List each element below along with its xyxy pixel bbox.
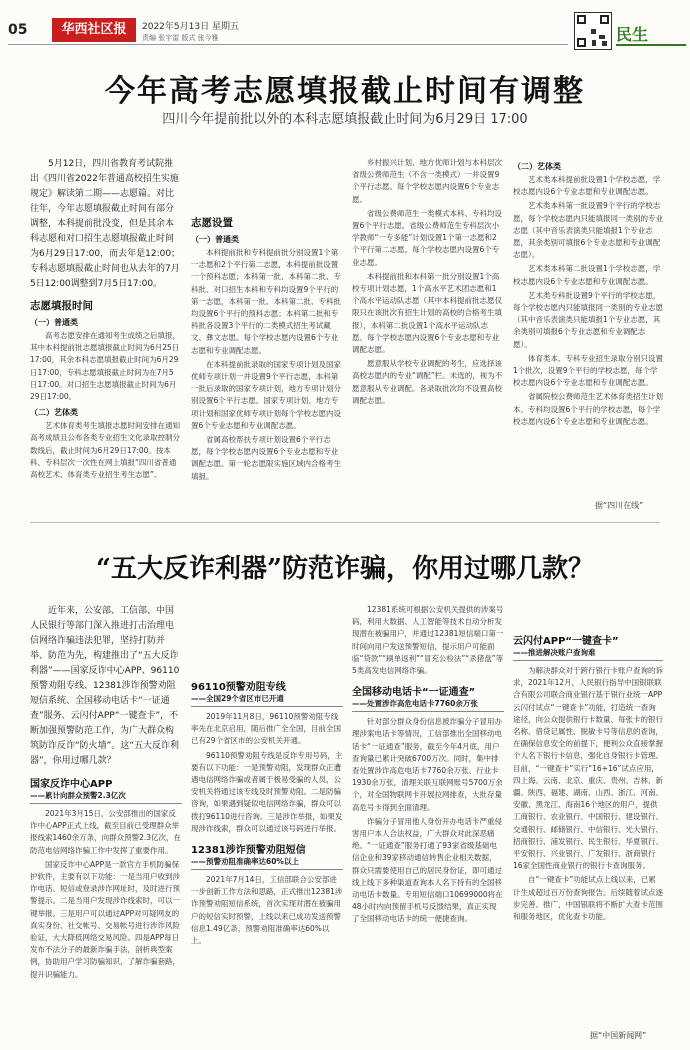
section-label: 民生 xyxy=(616,25,649,44)
article1-col4 xyxy=(513,157,663,497)
subheading-art: （二）艺体类 xyxy=(30,408,78,418)
subheading-ysf: ——推进解决账户查询难 xyxy=(513,647,663,661)
article1-col2 xyxy=(191,157,342,497)
paragraph: 针对部分群众身份信息被诈骗分子冒用办理涉案电话卡等情况，工信部推出全国移动电话卡“一证通查”服务，截至今年4月底，用户查询量已累计突破6700万次。同时，集中排查处置涉诈高危电话卡7760余万张、行业卡1930余万张，清理关联互联网账号5700万余个，对全国物联网卡开展拉网排查，大批存量高危号卡得到全面清理。 xyxy=(352,717,503,812)
editor-credit: 责编 张宇雷 版式 张今雅 xyxy=(142,34,219,42)
paragraph: 诈骗分子冒用他人身份开办电话卡严重侵害用户本人合法权益，广大群众对此深恶痛绝。“一证通查”服务打通了93家省级基础电信企业和39家移动通信转售企业相关数据，群众只需要使用自己的居民身份证，即可通过线上线下多种渠道查询本人名下持有的全国移动电话卡数量。专用短信端口10699000将在48小时内向预留手机号反馈结果，真正实现了全国移动电话卡的统一便捷查询。 xyxy=(352,816,503,924)
article2-col4 xyxy=(513,604,663,1024)
paragraph: 本科提前批和本科第一批分别设置1个高校专项计划志愿，1个高水平艺术团志愿和1个高水平运动队志愿（其中本科提前批志愿仅限只在该批次有招生计划的高校的合格考生填报），本科第二批设置1个高水平运动队志愿。每个学校志愿内设置6个专业志愿和专业调配志愿。 xyxy=(352,271,502,355)
paragraph: 艺术类本科第一批设置9个平行的学校志愿，每个学校志愿内只能填报同一类别的专业志愿（其中音乐表演类只能填报1个专业志愿，其余类别可填报6个专业志愿和专业调配志愿）。 xyxy=(513,201,663,260)
header-rule xyxy=(8,44,568,45)
page-header xyxy=(0,0,690,58)
heading-app: 国家反诈中心APP xyxy=(30,779,113,790)
article2-title: “五大反诈利器”防范诈骗，你用过哪几款？ xyxy=(96,554,594,584)
subheading-general2: （一）普通类 xyxy=(191,235,239,244)
heading-96110: 96110预警劝阻专线 xyxy=(191,682,286,693)
issue-date: 2022年5月13日 星期五 xyxy=(142,22,239,32)
subheading-96110: ——全国29个省区市已开通 xyxy=(191,693,343,707)
paragraph: 12381系统可根据公安机关提供的涉案号码，利用大数据、人工智能等技术自动分析发现潜在被骗用户，并通过12381短信端口第一时间向用户发送预警短信，提示用户可能面临“贷款”“刷单返利”“冒充公检法”“杀猪盘”等5类高发电信网络诈骗。 xyxy=(352,605,504,676)
article2-col3 xyxy=(352,604,504,1036)
article2-credit: 据“中国新闻网” xyxy=(590,1031,647,1040)
article2-lead: 近年来，公安部、工信部、中国人民银行等部门深入推进打击治理电信网络诈骗违法犯罪，坚持打防并举、防范为先，构建推出了“五大反诈利器”——国家反诈中心APP、96110预警劝阻专线、12381涉诈预警劝阻短信系统、全国移动电话卡“一证通查”服务、云闪付APP“一键查卡”，不断加强预警防范工作，为广大群众构筑防诈反诈“防火墙”。这“五大反诈利器”，你用过哪几款？ xyxy=(30,606,180,766)
section-rule xyxy=(616,44,686,46)
subheading-app: ——累计向群众预警2.3亿次 xyxy=(30,790,182,804)
heading-deadline: 志愿填报时间 xyxy=(30,300,93,312)
paragraph: 艺术类专科批设置9个平行的学校志愿，每个学校志愿内只能填报同一类别的专业志愿（其中音乐表演类只能填报1个专业志愿，其余类别可填报6个专业志愿和专业调配志愿）。 xyxy=(513,290,663,349)
heading-setting: 志愿设置 xyxy=(191,217,233,229)
heading-card: 全国移动电话卡“一证通查” xyxy=(352,687,476,699)
paragraph: 在本科提前批录取的国家专项计划及国家优师专项计划一并设置9个平行志愿，本科第一批后录取的国家专项计划，地方专项计划分别设置6个平行志愿。国家专项计划、地方专项计划和国家优师专项计划每个学校志愿内设置6个专业志愿和专业调配志愿。 xyxy=(191,359,341,430)
subheading-card: ——处置涉诈高危电话卡7760余万张 xyxy=(352,698,504,712)
newspaper-brand-logo: 华西社区报 xyxy=(52,18,136,42)
paragraph: 2021年7月14日，工信部联合公安部进一步创新工作方法和思路，正式推出12381涉诈预警劝阻短信系统，首次实现对潜在被骗用户的短信实时预警，上线以来已成功发送预警信息1.49亿条，预警劝阻准确率达60%以上。 xyxy=(191,875,343,946)
subheading-12381: ——预警劝阻准确率达60%以上 xyxy=(191,856,343,870)
article2-col2 xyxy=(191,604,343,1036)
paragraph: 省级公费师范生一类模式本科、专科均设置6个平行志愿。省级公费师范生专科层次小学教师“一专多能”计划设置1个第一志愿和2个平行第二志愿。每个学校志愿内设置6个专业志愿。 xyxy=(352,208,502,267)
paragraph: 自“一键查卡”功能试点上线以来，已累计生成超过百万份查询报告。后续随着试点逐步完善、推广，中国银联将不断扩大查卡范围和服务地区，优化查卡功能。 xyxy=(513,875,663,922)
paragraph: 2019年11月8日，96110预警劝阻专线率先在北京启用，随后推广全全国，目前全国已有29个省区市的公安机关开通。 xyxy=(191,712,341,746)
article1-col1 xyxy=(30,157,181,497)
paragraph: 2021年3月15日，公安部推出的国家反诈中心APP正式上线，截至目前已受理群众举报线索1460余万条，向群众预警2.3亿次，在防范电信网络诈骗工作中发挥了重要作用。 xyxy=(30,809,182,855)
article1-lead: 5月12日，四川省教育考试院推出《四川省2022年普通高校招生实施规定》解读第二期——志愿篇。对比往年，今年志愿填报截止时间有部分调整，本科提前批没变，但是其余本科志愿和对口招生志愿填报截止时间为6月29日17:00，而去年是12:00；专科志愿填报截止时间也从去年的7月5日12:00调整到7月5日17:00。 xyxy=(30,159,181,289)
paragraph: 国家反诈中心APP是一款官方手机防骗保护软件，主要有以下功能：一是当用户收到涉诈电话、短信或登录涉诈网址时，及时进行预警提示。二是当用户发现涉诈线索时，可以一键举报。三是用户可以通过APP对可疑网友的真实身份、社交帐号、交易帐号进行涉诈风险验证，大大降低网络交易风险。四是APP每日发布不法分子的最新诈骗手法，剖析典型案例，协助用户学习防骗知识，了解诈骗套路，提升识骗能力。 xyxy=(30,859,180,979)
paragraph: 96110预警劝阻专线是反诈专用号码，主要有以下功能：一是预警劝阻，发现群众正遭遇电信网络诈骗或者属于极易受骗的人员，公安机关将通过该专线及时预警劝阻。二是防骗咨询，如果遇到疑似电信网络诈骗，群众可以拨打96110进行咨询。三是涉诈举报，如果发现涉诈线索，群众可以通过该号码进行举报。 xyxy=(191,750,343,833)
heading-ysf: 云闪付APP“一键查卡” xyxy=(513,636,619,647)
article-divider xyxy=(30,522,660,523)
article1-credit: 据“四川在线” xyxy=(595,501,644,510)
subheading-general: （一）普通类 xyxy=(30,318,78,327)
paragraph: 体育类本、专科专业招生录取分别只设置1个批次，设置9个平行的学校志愿，每个学校志愿内设6个专业志愿和专业调配志愿。 xyxy=(513,353,663,388)
article1-subtitle: 四川今年提前批以外的本科志愿填报截止时间为6月29日 17:00 xyxy=(162,112,528,127)
paragraph: 乡村振兴计划、地方优师计划与本科层次省级公费师范生（不含一类模式）一并设置9个平行志愿。每个学校志愿内设置6个专业志愿。 xyxy=(352,158,502,204)
paragraph: 愿意服从学校专业调配的考生，应选择该高校志愿内的专业“调配”栏。未选的，视为不愿意服从专业调配。各录取批次均不设置高校调配志愿。 xyxy=(352,359,503,405)
paragraph: 为解决群众对于跨行银行卡账户查询的诉求，2021年12月，人民银行指导中国银联联合有限公司联合商业银行基于银行业统一APP云闪付试点“一键查卡”功能，打造统一查询途径，向公众提供银行卡数量、每张卡的银行名称、借贷记属性、脱敏卡号等信息的查询，在确保信息安全的前提下，便利公众直接掌握个人名下银行卡信息，强化自身银行卡管理。目前，“一键查卡”实行“16+16”试点应用，四上海、云南、北京、重庆、贵州、吉林、新疆、陕西、福建、湖南、山西、浙江、河南、安徽、黑龙江、海南16个地区的用户，提供工商银行、农业银行、中国银行、建设银行、交通银行、邮储银行、中信银行、光大银行、招商银行、浦发银行、民生银行、华夏银行、平安银行、兴业银行、广发银行、浙商银行16家全国性商业银行的银行卡查询服务。 xyxy=(513,666,663,871)
article1-title: 今年高考志愿填报截止时间有调整 xyxy=(105,74,585,109)
paragraph: 省属院校公费师范生艺术体育类招生计划本、专科均设置6个平行的学校志愿，每个学校志愿内设6个专业志愿和专业调配志愿。 xyxy=(513,392,663,426)
paragraph: 艺术类本科第二批设置1个学校志愿，学校志愿内设6个专业志愿和专业调配志愿。 xyxy=(513,264,661,286)
paragraph: 本科提前批和专科提前批分别设置1个第一志愿和2个平行第二志愿，本科提前批设置一个预科志愿；本科第一批、本科第二批、专科批、对口招生本科和专科均设置9个平行的第一志愿，本科第一批、本科第二批、专科批均设置6个平行的预科志愿；本科第二批和专科批各设置3个平行的二类模式招生考试藏文、彝文志愿。每个学校志愿内设置6个专业志愿和专业调配志愿。 xyxy=(191,248,341,355)
article1-col3 xyxy=(352,157,503,497)
paragraph: 艺术体育类考生填报志愿时间安排在通知高考成绩且公布各类专业招生文化录取控制分数线后，截止时间为6月29日17:00。按本科、专科层次一次性在网上填报“四川省普通高校艺术、体育类专业招生考生志愿”。 xyxy=(30,421,180,480)
paragraph: 艺术类本科提前批设置1个学校志愿，学校志愿内设6个专业志愿和专业调配志愿。 xyxy=(513,175,661,197)
paragraph: 高考志愿安排在通知考生成绩之后填报，其中本科提前批志愿填报截止时间为6月25日17:00，其余本科志愿填报截止时间为6月29日17:00，专科志愿填报截止时间为在7月5日17:00。对口招生志愿填报截止时间为6月29日17:00。 xyxy=(30,331,180,402)
article2-col1 xyxy=(30,604,182,1036)
qr-code-icon xyxy=(574,12,612,50)
subheading-art2: （二）艺体类 xyxy=(513,162,561,171)
heading-12381: 12381涉诈预警劝阻短信 xyxy=(191,845,306,857)
page-number: 05 xyxy=(8,22,28,38)
paragraph: 省属高校帮扶专项计划设置6个平行志愿，每个学校志愿内设置6个专业志愿和专业调配志愿。第一轮志愿限实施区域内合格考生填报。 xyxy=(191,435,341,481)
